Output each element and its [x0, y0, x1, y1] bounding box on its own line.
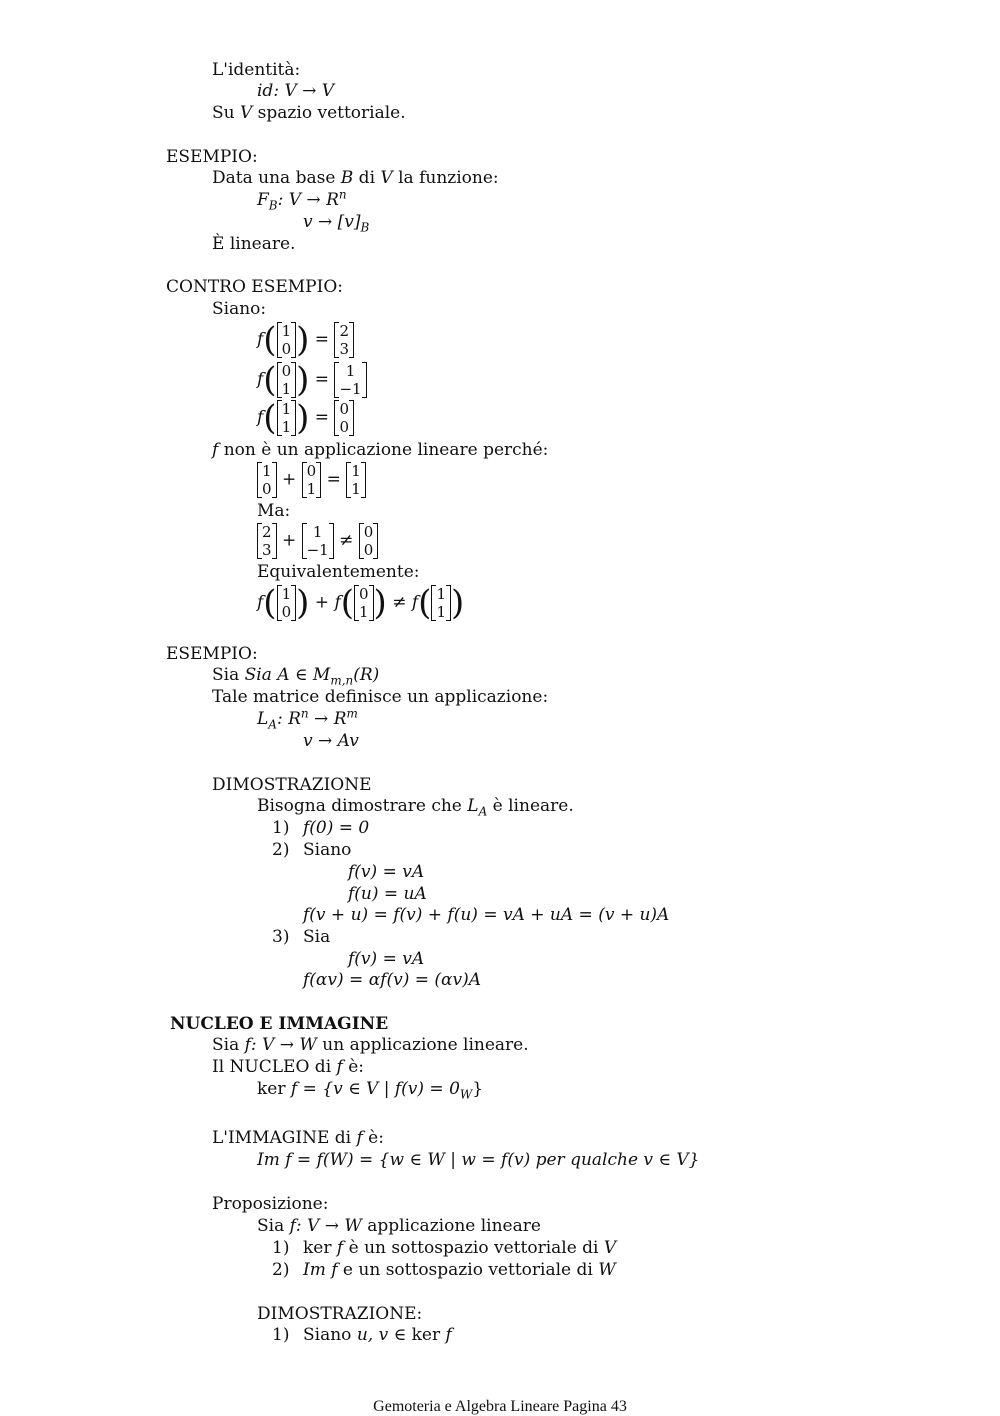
proof-formula: f(u) = uA: [348, 884, 427, 904]
proof-step-number: 2): [272, 840, 290, 860]
matrix: 1 0: [277, 322, 297, 358]
kernel-intro: Sia f: V → W un applicazione lineare.: [212, 1035, 529, 1055]
matrix: 2 3: [334, 322, 354, 358]
proof-heading: DIMOSTRAZIONE: [212, 775, 372, 795]
counterexample-equivalently: Equivalentemente:: [257, 562, 420, 582]
counterexample-function-sum: f( 1 0 ) + f( 0 1 ) ≠ f( 1 1 ): [257, 583, 465, 623]
proposition-item-number: 2): [272, 1260, 290, 1280]
example-text: Data una base B di V la funzione:: [212, 168, 499, 188]
counterexample-eq-3: f( 1 1 ) = 0 0: [257, 400, 354, 436]
identity-domain: Su V spazio vettoriale.: [212, 103, 406, 123]
proof-formula: f(v + u) = f(v) + f(u) = vA + uA = (v + u)A: [303, 905, 670, 925]
proof-formula: f(αv) = αf(v) = (αv)A: [303, 970, 482, 990]
counterexample-images-sum: 2 3 + 1 −1 ≠ 0 0: [257, 523, 378, 559]
matrix: 1 −1: [334, 362, 366, 398]
proof-formula: f(v) = vA: [348, 862, 425, 882]
section-heading: NUCLEO E IMMAGINE: [170, 1014, 389, 1034]
matrix: 0 0: [359, 523, 379, 559]
example-matrix-def: Sia Sia A ∈ $M_{m,n}(R)$: [212, 665, 380, 688]
proposition-item-2: Im f e un sottospazio vettoriale di W: [303, 1260, 616, 1280]
matrix: 1 −1: [302, 523, 334, 559]
proof-step-1: Siano u, v ∈ ker f: [303, 1325, 452, 1345]
proof-step-number: 3): [272, 927, 290, 947]
matrix-map-rule: v → Av: [303, 731, 359, 751]
proof-heading: DIMOSTRAZIONE:: [257, 1304, 423, 1324]
identity-intro: L'identità:: [212, 60, 301, 80]
matrix-map-formula: $L_A$: $R^n \to R^m$: [257, 706, 358, 732]
matrix: 0 1: [302, 462, 322, 498]
matrix: 1 1: [431, 585, 451, 621]
proof-step-3: Sia: [303, 927, 331, 947]
example-conclusion: È lineare.: [212, 234, 296, 254]
identity-formula: id: V → V: [257, 81, 335, 101]
kernel-formula: ker f = {v ∈ V | $f(v) = 0_W$}: [257, 1079, 484, 1102]
matrix: 2 3: [257, 523, 277, 559]
proposition-item-number: 1): [272, 1238, 290, 1258]
proof-step-number: 1): [272, 1325, 290, 1345]
counterexample-but: Ma:: [257, 501, 291, 521]
matrix: 1 1: [277, 400, 297, 436]
matrix: 1 0: [277, 585, 297, 621]
counterexample-eq-1: f( 1 0 ) = 2 3: [257, 322, 354, 358]
counterexample-heading: CONTRO ESEMPIO:: [166, 277, 343, 297]
proposition-hypothesis: Sia f: V → W applicazione lineare: [257, 1216, 541, 1236]
image-definition-label: L'IMMAGINE di f è:: [212, 1128, 384, 1148]
counterexample-eq-2: f( 0 1 ) = 1 −1: [257, 362, 367, 398]
proof-formula: f(v) = vA: [348, 949, 425, 969]
counterexample-intro: Siano:: [212, 299, 267, 319]
proof-goal: Bisogna dimostrare che $L_A$ è lineare.: [257, 796, 574, 819]
matrix: 0 0: [334, 400, 354, 436]
example-heading: ESEMPIO:: [166, 644, 258, 664]
proof-step-number: 1): [272, 818, 290, 838]
matrix: 0 1: [277, 362, 297, 398]
counterexample-sum: 1 0 + 0 1 = 1 1: [257, 462, 366, 498]
example-heading: ESEMPIO:: [166, 147, 258, 167]
proposition-heading: Proposizione:: [212, 1194, 329, 1214]
proof-step-2: Siano: [303, 840, 352, 860]
example-matrix-text: Tale matrice definisce un applicazione:: [212, 687, 549, 707]
coord-map-rule: $v \to [v]_B$: [303, 212, 370, 235]
kernel-definition-label: Il NUCLEO di f è:: [212, 1057, 365, 1077]
proof-step-1: f(0) = 0: [303, 818, 370, 838]
image-formula: Im f = f(W) = {w ∈ W | w = f(v) per qualche v ∈ V}: [257, 1150, 700, 1170]
matrix: 1 1: [346, 462, 366, 498]
coord-map-formula: $F_B$: $V \to R^n$: [257, 187, 347, 213]
counterexample-claim: f non è un applicazione lineare perché:: [212, 440, 549, 460]
proposition-item-1: ker f è un sottospazio vettoriale di V: [303, 1238, 617, 1258]
matrix: 1 0: [257, 462, 277, 498]
page-footer: Gemoteria e Algebra Lineare Pagina 43: [373, 1398, 627, 1415]
matrix: 0 1: [354, 585, 374, 621]
